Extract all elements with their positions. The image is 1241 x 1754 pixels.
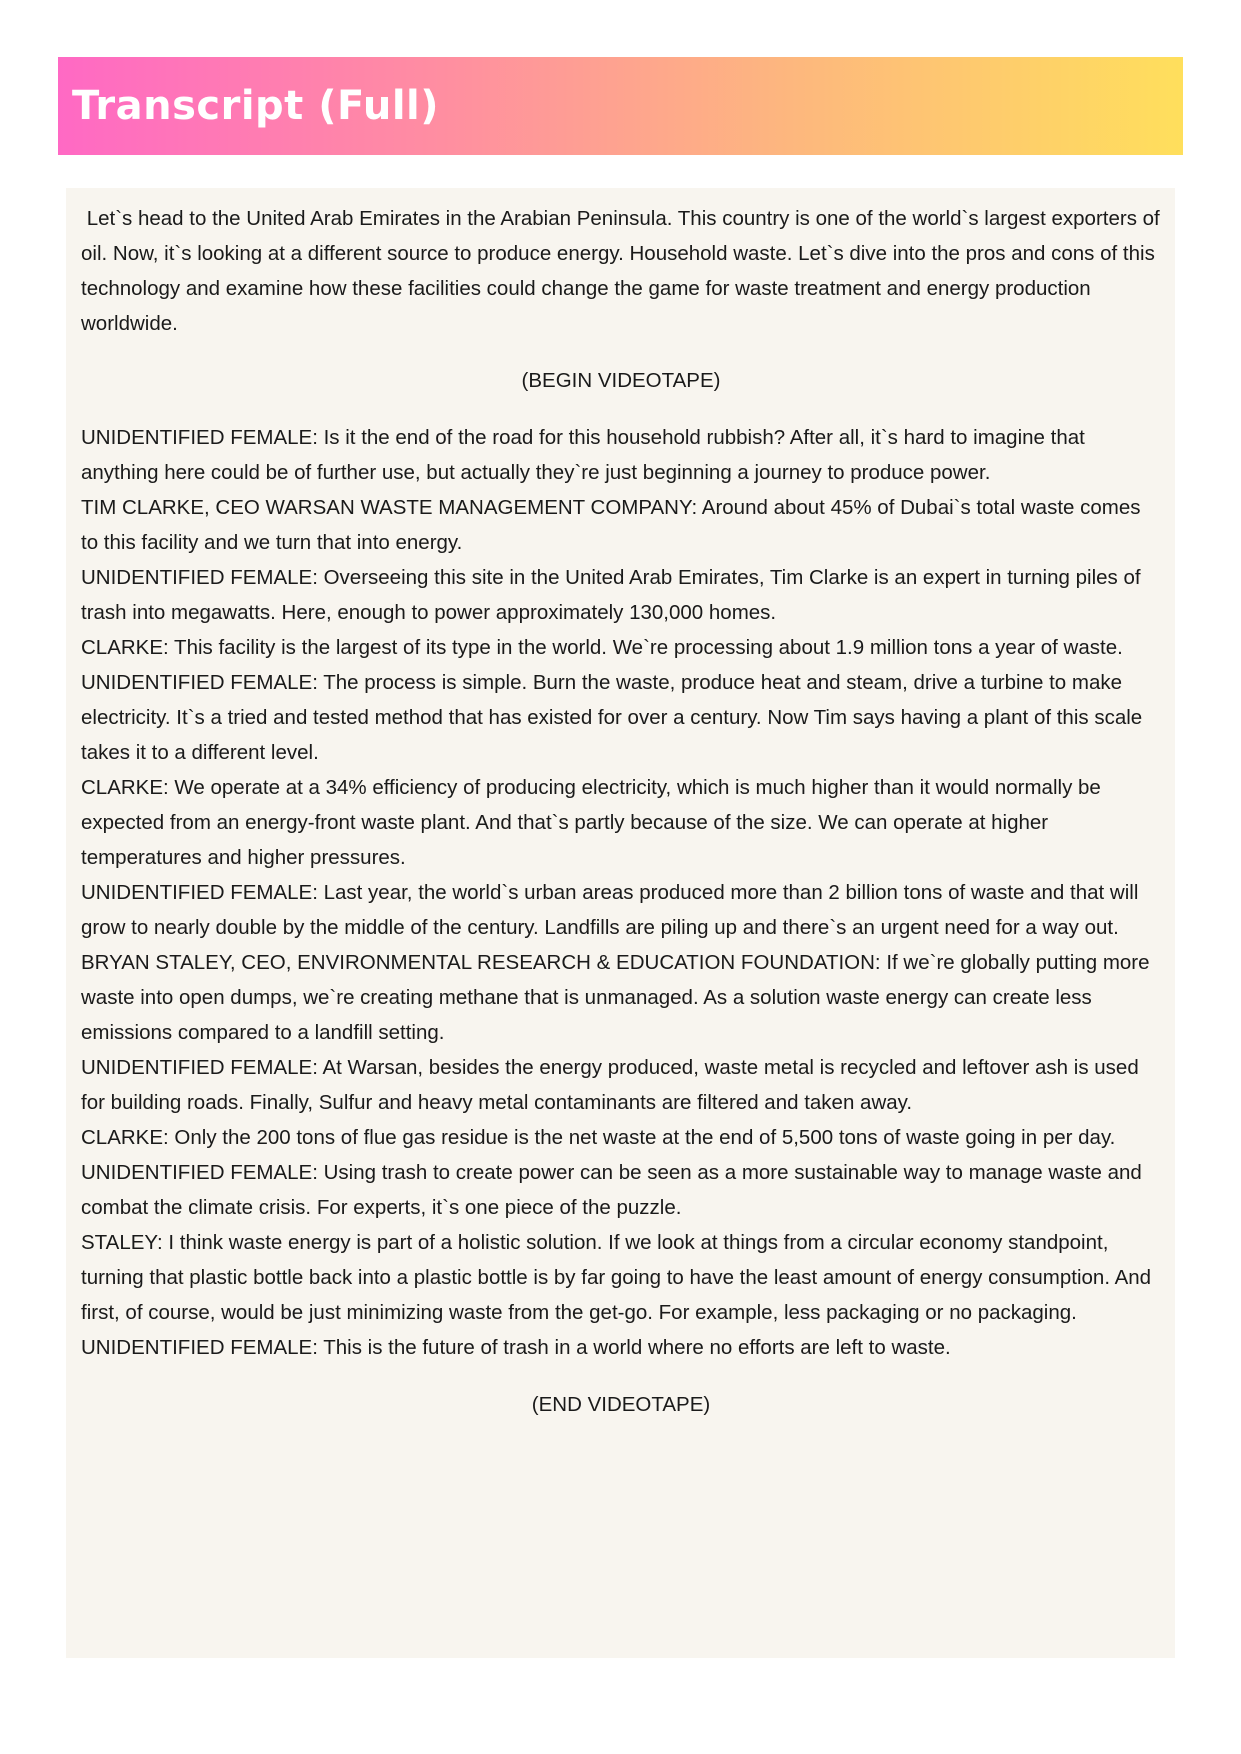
transcript-line: UNIDENTIFIED FEMALE: This is the future of trash in a world where no efforts are left to waste. (81, 1336, 951, 1359)
transcript-line: UNIDENTIFIED FEMALE: Last year, the world`s urban areas produced more than 2 billion tons of waste and that will grow to nearly double by the middle of the century. Landfills are piling up and there`s an urgent need for a way out. (81, 881, 1139, 939)
transcript-line: UNIDENTIFIED FEMALE: At Warsan, besides the energy produced, waste metal is recycled and leftover ash is used for building roads. Finally, Sulfur and heavy metal contaminants are filtered and taken away. (81, 1056, 1139, 1114)
page-title: Transcript (Full) (72, 83, 440, 129)
transcript-line: TIM CLARKE, CEO WARSAN WASTE MANAGEMENT COMPANY: Around about 45% of Dubai`s total waste comes to this facility and we turn that into energy. (81, 496, 1141, 554)
transcript-line: CLARKE: Only the 200 tons of flue gas residue is the net waste at the end of 5,500 tons of waste going in per day. (81, 1126, 1116, 1149)
transcript-line: STALEY: I think waste energy is part of a holistic solution. If we look at things from a circular economy standpoint, turning that plastic bottle back into a plastic bottle is by far going to have the least amount of energy consumption. And first, of course, would be just minimizing waste from the get-go. For example, less packaging or no packaging. (81, 1231, 1152, 1324)
transcript-line: UNIDENTIFIED FEMALE: Is it the end of the road for this household rubbish? After all, it`s hard to imagine that anything here could be of further use, but actually they`re just beginning a journey to produce power. (81, 426, 1085, 484)
transcript-body (66, 188, 1175, 1658)
page-header (58, 57, 1183, 155)
transcript-intro: Let`s head to the United Arab Emirates in the Arabian Peninsula. This country is one of the world`s largest exporters of oil. Now, it`s looking at a different source to produce energy. Household waste. Let`s dive into the pros and cons of this technology and examine how these facilities could change the game for waste treatment and energy production worldwide. (81, 207, 1166, 335)
end-videotape-marker: (END VIDEOTAPE) (531, 1393, 711, 1416)
transcript-line: UNIDENTIFIED FEMALE: The process is simple. Burn the waste, produce heat and steam, drive a turbine to make electricity. It`s a tried and tested method that has existed for over a century. Now Tim says having a plant of this scale takes it to a different level. (81, 671, 1143, 764)
transcript-line: CLARKE: This facility is the largest of its type in the world. We`re processing about 1.9 million tons a year of waste. (81, 636, 1123, 659)
transcript-line: UNIDENTIFIED FEMALE: Using trash to create power can be seen as a more sustainable way to manage waste and combat the climate crisis. For experts, it`s one piece of the puzzle. (81, 1161, 1142, 1219)
transcript-line: CLARKE: We operate at a 34% efficiency of producing electricity, which is much higher than it would normally be expected from an energy-front waste plant. And that`s partly because of the size. We can operate at higher temperatures and higher pressures. (81, 776, 1101, 869)
transcript-line: UNIDENTIFIED FEMALE: Overseeing this site in the United Arab Emirates, Tim Clarke is an expert in turning piles of trash into megawatts. Here, enough to power approximately 130,000 homes. (81, 566, 1141, 624)
transcript-line: BRYAN STALEY, CEO, ENVIRONMENTAL RESEARCH & EDUCATION FOUNDATION: If we`re globally putting more waste into open dumps, we`re creating methane that is unmanaged. As a solution waste energy can create less emissions compared to a landfill setting. (81, 951, 1150, 1044)
begin-videotape-marker: (BEGIN VIDEOTAPE) (521, 369, 721, 392)
